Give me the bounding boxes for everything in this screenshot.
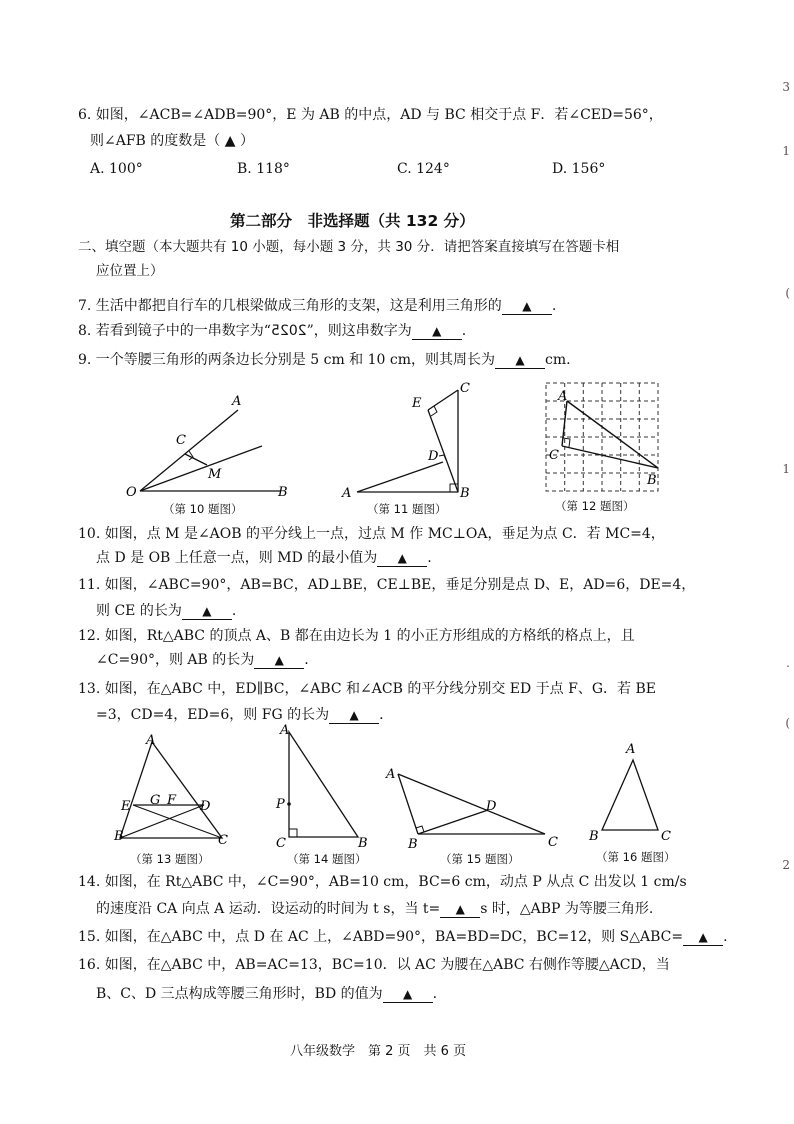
q10-line1: 10. 如图，点 M 是∠AOB 的平分线上一点，过点 M 作 MC⊥OA，垂足为点 C．若 MC=4， (78, 526, 665, 542)
edge-mark-5: . (786, 656, 790, 670)
fig13-label-f: F (167, 793, 177, 808)
q13-line2-text: =3，CD=4，ED=6，则 FG 的长为 (96, 707, 330, 723)
fig14-label-p: P (276, 797, 285, 812)
q7-blank: ▲ (502, 298, 552, 315)
fig14-label-b: B (358, 836, 368, 851)
q6-option-b: B. 118° (237, 161, 290, 177)
q14-line2-b: s 时，△ABP 为等腰三角形. (480, 901, 654, 917)
fig13-label-e: E (121, 799, 131, 814)
fig11-label-b: B (460, 486, 470, 501)
q13-line1: 13. 如图，在△ABC 中，ED∥BC，∠ABC 和∠ACB 的平分线分别交 ED 于点 F、G．若 BE (78, 681, 656, 697)
q9-text (78, 351, 571, 369)
fig10-label-m: M (208, 467, 222, 482)
fig15-label-c: C (548, 835, 558, 850)
fig11-label-d: D (428, 449, 439, 464)
fig16-label-b: B (589, 829, 599, 844)
fig10-label-o: O (126, 485, 137, 500)
fig13-label-b: B (114, 829, 124, 844)
fill-section-line1: 二、填空题（本大题共有 10 小题，每小题 3 分，共 30 分．请把答案直接填写在答题卡相 (78, 239, 620, 255)
q16-line1: 16. 如图，在△ABC 中，AB=AC=13，BC=10．以 AC 为腰在△ABC 右侧作等腰△ACD，当 (78, 957, 670, 973)
figure-10 (120, 390, 300, 500)
fig15-label-a: A (386, 767, 396, 782)
q7-text: 7. 生活中都把自行车的几根梁做成三角形的支架，这是利用三角形的 ▲ . (78, 298, 557, 314)
q10-blank: ▲ (377, 550, 427, 567)
figure-12 (540, 380, 662, 495)
fig11-label-c: C (460, 381, 470, 396)
q16-blank: ▲ (383, 986, 433, 1003)
fig16-caption: （第 16 题图） (596, 850, 676, 864)
q8-blank: ▲ (412, 323, 462, 340)
fig10-label-c: C (176, 433, 186, 448)
fig12-caption: （第 12 题图） (555, 499, 635, 513)
edge-mark-7: 2 (782, 858, 790, 872)
q9-label: 9. 一个等腰三角形的两条边长分别是 5 cm 和 10 cm，则其周长为 (78, 352, 496, 368)
edge-mark-1: 3 (782, 80, 790, 94)
fig16-label-c: C (661, 829, 671, 844)
fig13-label-a: A (146, 733, 156, 748)
figure-16 (585, 738, 685, 848)
fig13-label-c: C (218, 833, 228, 848)
q15-label: 15. 如图，在△ABC 中，点 D 在 AC 上，∠ABD=90°，BA=BD=DC，BC=12，则 S△ABC= (78, 929, 684, 945)
q13-blank: ▲ (329, 707, 379, 724)
q12-blank: ▲ (254, 652, 304, 669)
fig13-caption: （第 13 题图） (130, 852, 210, 866)
fig14-label-c: C (276, 836, 286, 851)
fill-section-line2: 应位置上） (96, 263, 164, 279)
q16-line2-text: B、C、D 三点构成等腰三角形时，BD 的值为 (96, 986, 383, 1002)
fig11-caption: （第 11 题图） (367, 502, 447, 516)
q6-line1: 6. 如图，∠ACB=∠ADB=90°，E 为 AB 的中点，AD 与 BC 相交于点 F．若∠CED=56°， (78, 107, 663, 123)
part2-title: 第二部分 非选择题（共 132 分） (230, 212, 475, 230)
fig14-caption: （第 14 题图） (287, 852, 367, 866)
fig15-label-b: B (408, 837, 418, 852)
q11-line2: 则 CE 的长为 ▲ . (96, 603, 237, 619)
figure-11 (340, 380, 480, 500)
fig14-label-a: A (280, 723, 290, 738)
q7-label: 7. 生活中都把自行车的几根梁做成三角形的支架，这是利用三角形的 (78, 298, 502, 314)
edge-mark-2: 1 (782, 144, 790, 158)
fig15-caption: （第 15 题图） (440, 852, 520, 866)
fig11-label-a: A (342, 486, 352, 501)
q10-line2: 点 D 是 OB 上任意一点，则 MD 的最小值为 ▲ . (96, 550, 432, 566)
fig12-label-b: B (647, 473, 657, 488)
page-footer: 八年级数学 第 2 页 共 6 页 (290, 1044, 467, 1059)
fig15-label-d: D (486, 799, 497, 814)
fig10-label-a: A (232, 394, 242, 409)
q14-line2-a: 的速度沿 CA 向点 A 运动．设运动的时间为 t s，当 t= (96, 901, 441, 917)
fig13-label-d: D (200, 799, 211, 814)
fig13-label-g: G (150, 793, 161, 808)
q12-line1: 12. 如图，Rt△ABC 的顶点 A、B 都在由边长为 1 的小正方形组成的方格纸的格点上，且 (78, 628, 635, 644)
q8-mirror-digits: 2025 (270, 323, 307, 339)
q9-unit: cm. (545, 352, 571, 368)
q10-line2-text: 点 D 是 OB 上任意一点，则 MD 的最小值为 (96, 550, 378, 566)
fig12-label-a: A (558, 389, 568, 404)
edge-mark-4: 1 (782, 462, 790, 476)
q6-option-d: D. 156° (552, 161, 606, 177)
fig10-caption: （第 10 题图） (163, 502, 243, 516)
q11-line2-text: 则 CE 的长为 (96, 603, 182, 619)
q15-text: 15. 如图，在△ABC 中，点 D 在 AC 上，∠ABD=90°，BA=BD=DC，BC=12，则 S△ABC= ▲ . (78, 929, 728, 945)
edge-mark-3: ( (785, 286, 790, 300)
fig11-label-e: E (412, 396, 422, 411)
q13-line2: =3，CD=4，ED=6，则 FG 的长为 ▲ . (96, 707, 384, 723)
q15-blank: ▲ (683, 929, 723, 946)
q11-blank: ▲ (182, 603, 232, 620)
q8-text: 8. 若看到镜子中的一串数字为“2025”，则这串数字为 ▲ . (78, 323, 467, 339)
edge-mark-6: ( (785, 716, 790, 730)
q6-line2: 则∠AFB 的度数是（ ▲ ） (90, 133, 254, 149)
q6-option-c: C. 124° (397, 161, 450, 177)
q6-option-a: A. 100° (90, 161, 143, 177)
fig16-label-a: A (626, 742, 636, 757)
q9-blank: ▲ (495, 352, 545, 369)
q8-prefix: 8. 若看到镜子中的一串数字为“ (78, 323, 271, 339)
figure-13 (112, 730, 237, 850)
q12-line2: ∠C=90°，则 AB 的长为 ▲ . (96, 652, 309, 668)
q16-line2: B、C、D 三点构成等腰三角形时，BD 的值为 ▲ . (96, 986, 438, 1002)
q12-line2-text: ∠C=90°，则 AB 的长为 (96, 652, 255, 668)
figure-14 (270, 722, 380, 850)
q14-line1: 14. 如图，在 Rt△ABC 中，∠C=90°，AB=10 cm，BC=6 cm，动点 P 从点 C 出发以 1 cm/s (78, 874, 687, 890)
figure-15 (380, 762, 565, 852)
fig12-label-c: C (549, 448, 559, 463)
q14-blank: ▲ (440, 901, 480, 918)
q14-line2 (96, 900, 653, 918)
q11-line1: 11. 如图，∠ABC=90°，AB=BC，AD⊥BE，CE⊥BE，垂足分别是点 D、E，AD=6，DE=4， (78, 577, 696, 593)
fig10-label-b: B (278, 485, 288, 500)
q8-suffix: ”，则这串数字为 (306, 323, 412, 339)
